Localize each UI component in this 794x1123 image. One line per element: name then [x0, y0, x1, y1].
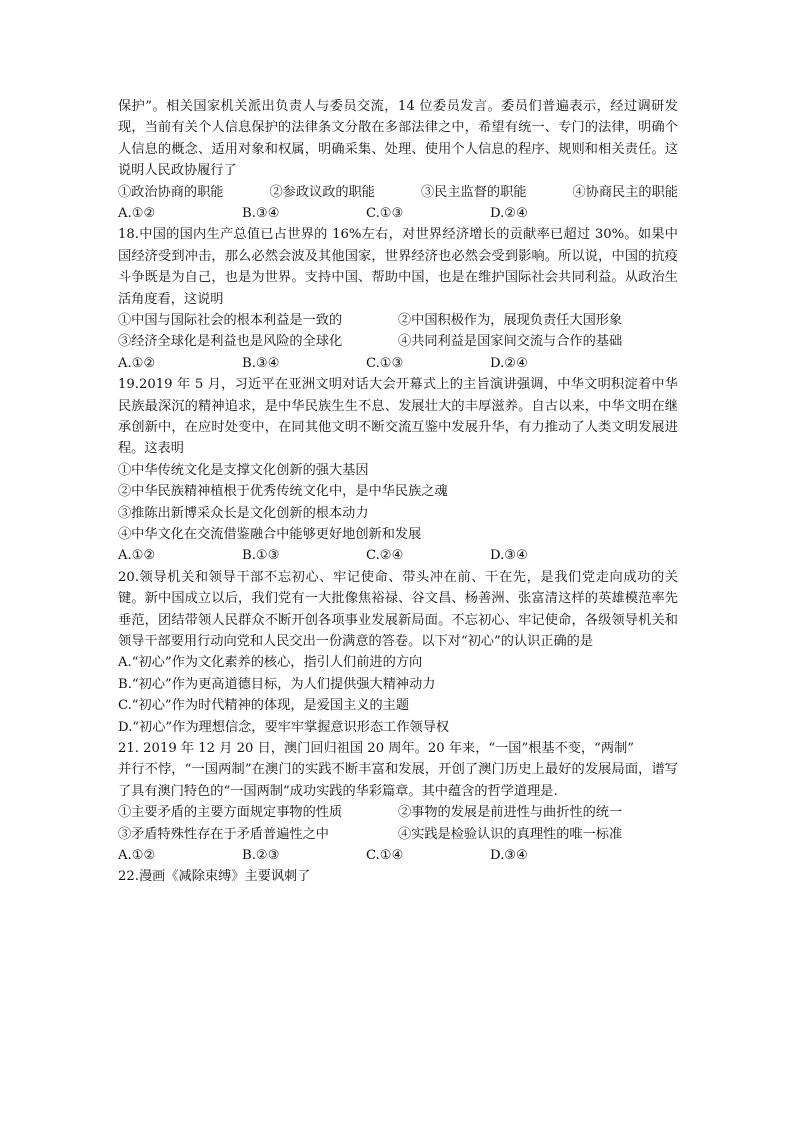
choice-option[interactable]: C.①③	[366, 206, 404, 222]
q18-choices	[118, 353, 678, 374]
q17-item: ①政治协商的职能	[118, 184, 224, 200]
choice-option[interactable]: D.③④	[490, 548, 528, 564]
q21-stem: 并行不悖，“一国两制”在澳门的实践不断丰富和发展，开创了澳门历史上最好的发展局面，谱写了具有澳门特色的“一国两制”成功实践的华彩篇章。其中蕴含的哲学道理是.	[118, 762, 678, 799]
q18-item: ②中国积极作为，展现负责任大国形象	[398, 313, 623, 329]
choice-option[interactable]: A.①②	[118, 548, 156, 564]
q17-item: ②参政议政的职能	[269, 184, 375, 200]
choice-option[interactable]: B.③④	[242, 206, 280, 222]
q22-stem: 22.漫画《减除束缚》主要讽刺了	[118, 869, 311, 885]
choice-option[interactable]: C.“初心”作为时代精神的体现，是爱国主义的主题	[118, 698, 410, 714]
choice-option[interactable]: B.①③	[242, 548, 280, 564]
q17-item: ④协商民主的职能	[572, 184, 678, 200]
choice-option[interactable]: C.①③	[366, 355, 404, 371]
q18-items-row1	[118, 310, 678, 331]
choice-option[interactable]: D.②④	[490, 355, 528, 371]
choice-option[interactable]: A.①②	[118, 355, 156, 371]
q21-items-row2	[118, 824, 678, 845]
choice-option[interactable]: C.①④	[366, 847, 404, 863]
q18-item: ③经济全球化是利益也是风险的全球化	[118, 334, 343, 350]
q18-stem: 18.中国的国内生产总值已占世界的 16%左右，对世界经济增长的贡献率已超过 30%。如果中国经济受到冲击，那么必然会波及其他国家，世界经济也必然会受到影响。所以说，中国的抗疫斗争既是为自己，也是为世界。支持中国、帮助中国，也是在维护国际社会共同利益。从政治生活角度看，这说明	[118, 227, 678, 307]
choice-option[interactable]: D.③④	[490, 847, 528, 863]
q19-choices	[118, 545, 678, 566]
q17-item: ③民主监督的职能	[421, 184, 527, 200]
choice-option[interactable]: B.“初心”作为更高道德目标，为人们提供强大精神动力	[118, 676, 436, 692]
q19-item: ②中华民族精神植根于优秀传统文化中，是中华民族之魂	[118, 484, 448, 500]
choice-option[interactable]: A.①②	[118, 206, 156, 222]
q21-item: ③矛盾特殊性存在于矛盾普遍性之中	[118, 826, 329, 842]
q17-choices	[118, 203, 678, 224]
q17-items	[118, 182, 678, 203]
q21-choices	[118, 845, 678, 866]
exam-page	[118, 96, 678, 888]
q18-item: ①中国与国际社会的根本利益是一致的	[118, 313, 343, 329]
choice-option[interactable]: B.③④	[242, 355, 280, 371]
choice-option[interactable]: A.①②	[118, 847, 156, 863]
q18-items-row2	[118, 331, 678, 352]
q21-item: ①主要矛盾的主要方面规定事物的性质	[118, 805, 343, 821]
q19-stem: 19.2019 年 5 月，习近平在亚洲文明对话大会开幕式上的主旨演讲强调，中华文明积淀着中华民族最深沉的精神追求，是中华民族生生不息、发展壮大的丰厚滋养。自古以来，中华文明在继承创新中，在应时处变中，在同其他文明不断交流互鉴中发展升华，有力推动了人类文明发展进程。这表明	[118, 377, 678, 457]
q19-item: ④中华文化在交流借鉴融合中能够更好地创新和发展	[118, 527, 422, 542]
choice-option[interactable]: D.“初心”作为理想信念，要牢牢掌握意识形态工作领导权	[118, 719, 450, 735]
q18-item: ④共同利益是国家间交流与合作的基础	[398, 334, 623, 350]
q19-item: ③推陈出新博采众长是文化创新的根本动力	[118, 505, 369, 521]
q19-item: ①中华传统文化是支撑文化创新的强大基因	[118, 462, 369, 478]
choice-option[interactable]: D.②④	[490, 206, 528, 222]
q21-item: ④实践是检验认识的真理性的唯一标准	[398, 826, 623, 842]
q21-stem-line1: 21. 2019 年 12 月 20 日，澳门回归祖国 20 周年。20 年来，“一国”根基不变，“两制”	[118, 740, 635, 756]
q17-stem: 保护”。相关国家机关派出负责人与委员交流，14 位委员发言。委员们普遍表示，经过调研发现，当前有关个人信息保护的法律条文分散在多部法律之中，希望有统一、专门的法律，明确个人信息的概念、适用对象和权属，明确采集、处理、使用个人信息的程序、规则和相关责任。这说明人民政协履行了	[118, 99, 678, 179]
choice-option[interactable]: A.“初心”作为文化素养的核心，指引人们前进的方向	[118, 655, 423, 671]
choice-option[interactable]: C.②④	[366, 548, 404, 564]
q21-item: ②事物的发展是前进性与曲折性的统一	[398, 805, 623, 821]
q20-stem: 20.领导机关和领导干部不忘初心、牢记使命、带头冲在前、干在先，是我们党走向成功的关键。新中国成立以后，我们党有一大批像焦裕禄、谷文昌、杨善洲、张富清这样的英雄模范率先垂范，团结带领人民群众不断开创各项事业发展新局面。不忘初心、牢记使命，各级领导机关和领导干部要用行动向党和人民交出一份满意的答卷。以下对“初心”的认识正确的是	[118, 569, 678, 649]
q21-items-row1	[118, 802, 678, 823]
choice-option[interactable]: B.②③	[242, 847, 280, 863]
